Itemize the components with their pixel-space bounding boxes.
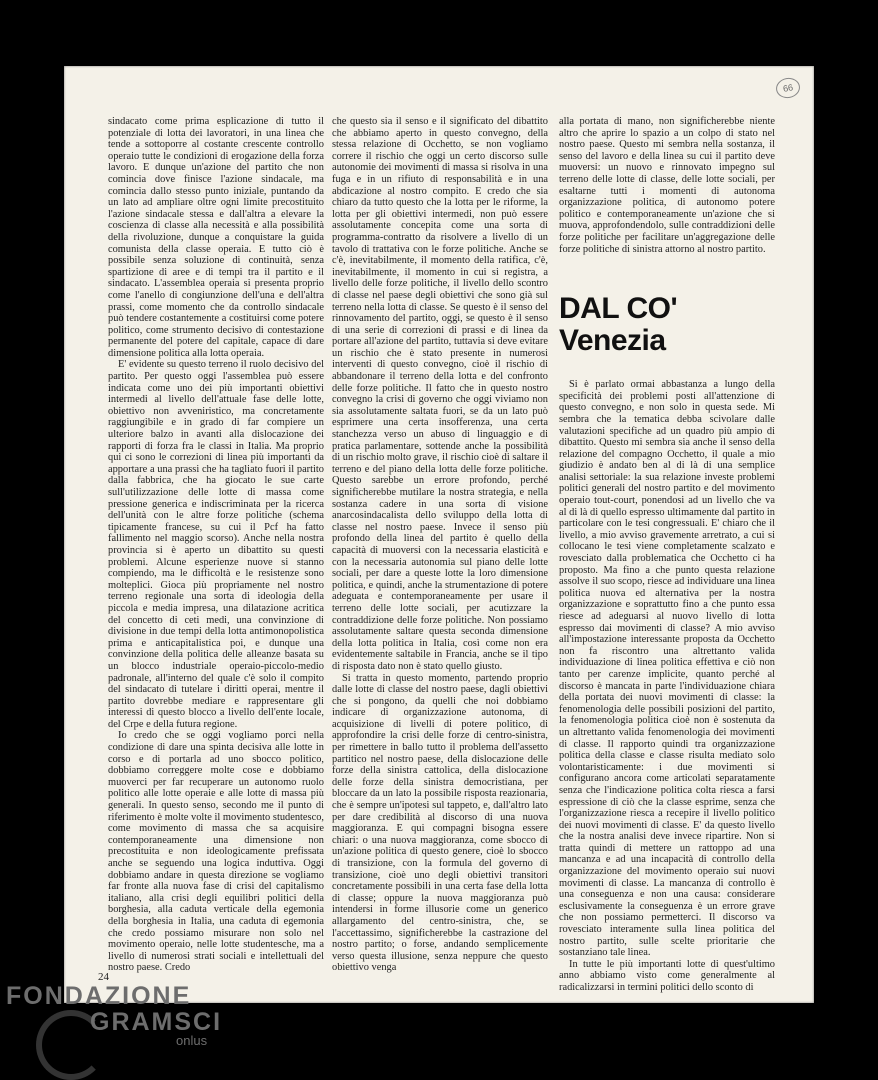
paragraph: Io credo che se oggi vogliamo porci nella condizione di dare una spinta decisiva alle lotte in corso e di portarla ad uno sbocco politico, dobbiamo correggere molte cose e dobbiamo muoverci per far recuperare un autonomo ruolo politico alle lotte operaie e alle lotte di massa più generali. In questo senso, secondo me il punto di riferimento è molte volte il movimento studentesco, come movimento di massa che sa acquisire contemporaneamente una dimensione non precostituita e non ideologicamente prefissata anche se seguendo una logica induttiva. Oggi dobbiamo andare in questa direzione se vogliamo far fronte alla nuova fase di crisi del capitalismo italiano, alla crisi degli equilibri politici della borghesia, alla caduta verticale della egemonia della borghesia in Italia, una caduta di egemonia che credo possiamo misurare non solo nel movimento operaio, nelle lotte studentesche, ma a livello di numerosi strati sociali e intellettuali del nostro paese. Credo xyxy=(108,730,324,974)
watermark-line-2: GRAMSCI xyxy=(90,1008,223,1036)
article-heading xyxy=(559,293,775,357)
page-stamp: 66 xyxy=(774,76,801,100)
magazine-page xyxy=(64,66,814,1003)
paragraph: Si è parlato ormai abbastanza a lungo della specificità dei problemi posti all'attenzione di questo convegno, e non solo in questa sede. Mi sembra che la tematica debba scivolare dalle valutazioni specifiche ad un quadro più ampio di dibattito. Questo mi sembra sia anche il senso della relazione del compagno Occhetto, il quale a mio giudizio è andato ben al di là di una semplice analisi settoriale: la sua relazione investe problemi politici generali del nostro partito e del movimento operaio tout-court, ponendosi ad un livello che va al di là di quello espresso ultimamente dal partito in particolare con le tesi congressuali. E' chiaro che il livello, a mio avviso gravemente arretrato, a cui si collocano le tesi viene completamente scalzato e rovesciato dalla problematica che Occhetto ci ha proposto. Ma fino a che punto questa relazione assolve il suo scopo, riesce ad individuare una linea politica nuova ed alternativa per la nostra organizzazione e soprattutto fino a che punto essa riesce ad adeguarsi al nuovo livello di lotta espresso dai movimenti di classe? A mio avviso all'impostazione interessante proposta da Occhetto non fa riscontro una altrettanto valida individuazione di linea politica effettiva e ciò non tanto per carenze implicite, quanto perché al discorso è mancata in parte l'individuazione chiara della portata dei nuovi movimenti di classe: la fenomenologia delle possibili posizioni del partito, la fenomenologia politica cioè non è sostenuta da un altrettanto valida fenomenologia dei movimenti di classe. Il rapporto quindi tra organizzazione politica della classe e classe risulta mediato solo volontaristicamente: i due movimenti si configurano ancora come articolati separatamente senza che l'indicazione politica colta riesca a farsi espressione di ciò che la classe esprime, senza che l'organizzazione riesca a recepire il livello politico dei nuovi movimenti di classe. E' da questo livello che la nostra analisi deve invece ripartire. Non si tratta quindi di mettere un rattoppo ad una mancanza e ad una incapacità di controllo della organizzazione del movimento operaio sui nuovi movimenti di classe. La mancanza di controllo è una conseguenza e non una causa: considerare esclusivamente la conseguenza è un errore grave che non possiamo permetterci. Il discorso va rovesciato interamente sulla linea politica del nostro partito, sulle scelte prioritarie che sostanziano tale linea. xyxy=(559,379,775,959)
watermark-line-3: onlus xyxy=(176,1033,208,1048)
column-1 xyxy=(108,116,324,974)
watermark-line-1: FONDAZIONE xyxy=(6,982,192,1010)
page-number: 24 xyxy=(98,971,109,983)
paragraph: Si tratta in questo momento, partendo proprio dalle lotte di classe del nostro paese, dagli obiettivi che si pongono, da quelli che noi dobbiamo indicare di organizzazione autonoma, di acquisizione di livelli di potere politico, di approfondire la crisi delle forze di centro-sinistra, per rimettere in ballo tutto il problema dell'assetto partitico nel nostro paese, della dislocazione delle forze della sinistra cattolica, della dislocazione delle forze della sinistra democristiana, per bloccare da un lato la possibile risposta reazionaria, che è sempre un'ipotesi sul tappeto, e, dall'altro lato per dare credibilità al discorso di una nuova maggioranza. E qui compagni bisogna essere chiari: o una nuova maggioranza, come sbocco di un'azione politica di questo genere, cioè lo sbocco di transizione, con la formula del governo di transizione, cioè uno degli obiettivi transitori concretamente possibili in una certa fase della lotta di classe; oppure la nuova maggioranza può intendersi in forme illusorie come un generico allargamento del centro-sinistra, che, se l'accettassimo, significherebbe la castrazione del nostro partito; o forse, andando semplicemente verso questa illusione, senza neppure che questo obiettivo venga xyxy=(332,672,548,974)
watermark xyxy=(6,983,222,1048)
column-3 xyxy=(559,116,775,994)
paragraph: sindacato come prima esplicazione di tutto il potenziale di lotta dei lavoratori, in una linea che tende a sottoporre al costante crescente controllo operaio tutte le condizioni di erogazione della forza lavoro. E dunque un'azione del partito che non comincia dove finisce l'azione sindacale, ma comincia dallo stesso punto iniziale, puntando da un lato ad ampliare oltre ogni limite precostituito l'azione sindacale stessa e dall'altra a elevare la coscienza di classe alla necessità e alla possibilità della rivoluzione, dunque a conquistare la guida comunista della classe operaia. E tutto ciò è possibile senza soluzione di continuità, senza spartizione di aree e di tempi tra il partito e il sindacato. L'assemblea operaia si presenta proprio come l'anello di congiunzione dell'una e dell'altra prassi, come momento che da controllo sindacale può tendere costantemente a costituirsi come potere politico, come strumento decisivo di contestazione permanente del potere del capitale, capace di dare dimensione politica alla lotta operaia. xyxy=(108,116,324,359)
paragraph: E' evidente su questo terreno il ruolo decisivo del partito. Per questo oggi l'assemblea può essere indicata come uno dei più importanti obiettivi intermedi al livello dell'attuale fase delle lotte, obiettivo non avveniristico, ma concretamente raggiungibile e in grado di far compiere un ulteriore balzo in avanti alla dislocazione dei rapporti di forza fra le classi in Italia. Ma proprio qui ci sono le correzioni di linea più importanti da apportare a una prassi che ha tagliato fuori il partito dalla fabbrica, che ha giocato le sue carte sull'utilizzazione delle lotte di massa come pressione generica e indiscriminata per la ricerca dell'unità con le altre forze politiche (schema tipicamente francese, su cui il Pcf ha fatto fallimento nel maggio scorso). Anche nella nostra provincia si è aperto un dibattito su questi problemi. Alcune esperienze nuove si stanno compiendo, ma le difficoltà e le resistenze sono molteplici. Gioca più propriamente nel nostro terreno regionale una sorta di ideologia della piccola e media impresa, una dilatazione acritica del concetto di ceti medi, una convinzione di divisione in due tempi della lotta antimonopolistica prima e anticapitalistica poi, e dunque una convinzione della politica delle alleanze basata su un blocco industriale operaio-piccolo-medio padronale, all'interno del quale c'è solo il compito del sindacato di tutelare i diritti operai, mentre il partito dovrebbe mediare e rappresentare gli interessi di questo blocco a livello dell'ente locale, del Crpe e della futura regione. xyxy=(108,359,324,730)
paragraph: alla portata di mano, non significherebbe niente altro che aprire lo spazio a un colpo di stato nel nostro paese. Questo mi sembra nella sostanza, il senso del lavoro e della linea su cui il partito deve muoversi: un nuovo e rinnovato impegno sul terreno delle lotte di classe, delle lotte sociali, per esaltarne tutti i momenti di autonoma organizzazione politica, di autonomo potere politico e contemporaneamente un'azione che si muova, approfondendolo, sulle contraddizioni delle forze politiche per facilitare un'aggregazione delle forze politiche di sinistra attorno al nostro partito. xyxy=(559,116,775,255)
heading-line-1: DAL CO' xyxy=(559,292,678,326)
paragraph: che questo sia il senso e il significato del dibattito che abbiamo aperto in questo convegno, della stessa relazione di Occhetto, se non vogliamo correre il rischio che oggi un certo discorso sulle autonomie dei movimenti di massa si risolva in una fuga e in un rifiuto di responsabilità e in una abdicazione al nostro compito. E credo che sia chiaro da tutto questo che la lotta per le riforme, la lotta per gli obiettivi intermedi, non può essere assolutamente concepita come una sorta di programma-contratto da risolvere a livello di un tavolo di trattativa con le forze politiche. Anche se c'è, inevitabilmente, il momento della ratifica, c'è, inevitabilmente, il momento in cui si registra, a livello delle forze politiche, il livello dello scontro di classe nel paese degli obiettivi che sono già sul terreno nella lotta di classe. Se questo è il senso del rinnovamento del partito, oggi, se questo è il senso di una serie di correzioni di prassi e di linea da portare all'azione del partito, tuttavia si deve evitare un rischio che è stato presente in numerosi interventi di questo convegno, cioè il rischio di abbandonare il terreno della lotta e del confronto delle forze politiche. Il fatto che in questo nostro convegno la crisi di governo che oggi viviamo non sia assolutamente saltata fuori, se da un lato può esprimere una certa insofferenza, una certa stanchezza verso un abuso di linguaggio e di pratica parlamentare, sottende anche la possibilità di un rischio molto grave, il rischio cioè di saltare il terreno e del piano della lotta delle forze politiche. Questo sarebbe un errore profondo, perché significherebbe mutilare la nostra strategia, e nella sostanza cadere in una sorta di visione anarcosindacalista dello sviluppo della lotta di classe nel nostro paese. Invece il senso più profondo della linea del partito è quello della capacità di muoversi con la necessaria elasticità e con la necessaria autonomia sul piano delle lotte sociali, per dare a queste lotte la loro dimensione politica, e quindi, anche la strumentazione di potere adeguata e contemporaneamente per usare il terreno delle lotte sociali, per acutizzare la contraddizione delle forze politiche. Non possiamo assolutamente saltare questa seconda dimensione della lotta politica in Italia, così come non era evidentemente saltabile in Francia, anche se il tipo di risposta dato non è stato quello giusto. xyxy=(332,116,548,672)
paragraph: In tutte le più importanti lotte di quest'ultimo anno abbiamo visto come generalmente al radicalizzarsi in termini politici dello sconto di xyxy=(559,958,775,993)
column-2 xyxy=(332,116,548,974)
heading-line-2: Venezia xyxy=(559,324,666,358)
